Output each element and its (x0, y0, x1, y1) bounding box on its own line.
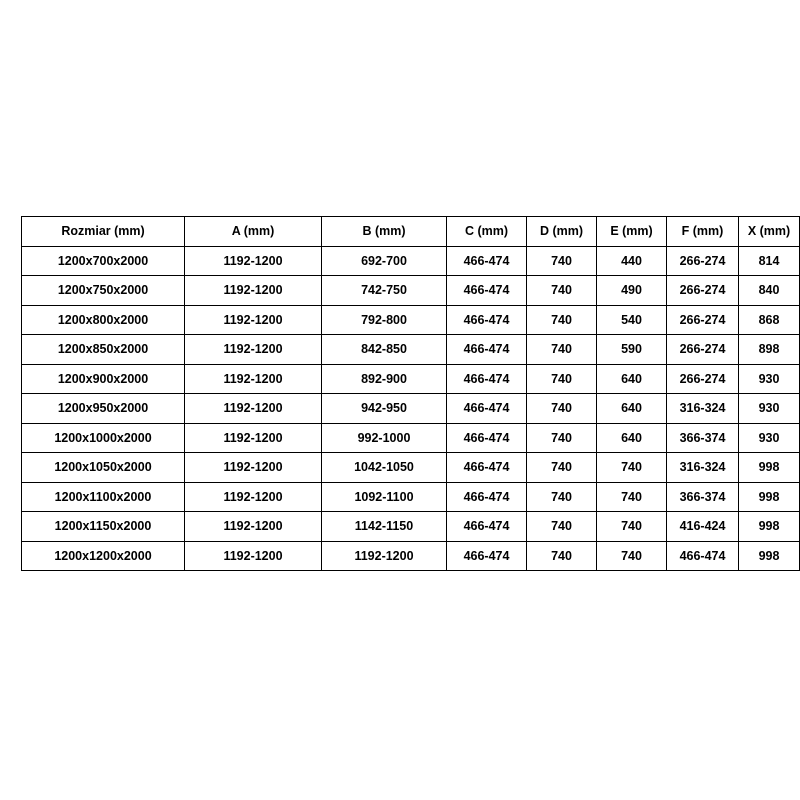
cell-c: 466-474 (447, 512, 527, 542)
cell-f: 416-424 (667, 512, 739, 542)
cell-a: 1192-1200 (185, 541, 322, 571)
table-row (22, 394, 800, 424)
cell-e: 740 (597, 453, 667, 483)
table-row (22, 335, 800, 365)
cell-size: 1200x700x2000 (22, 246, 185, 276)
cell-e: 740 (597, 482, 667, 512)
cell-x: 998 (739, 512, 800, 542)
cell-c: 466-474 (447, 482, 527, 512)
cell-f: 316-324 (667, 453, 739, 483)
cell-size: 1200x1200x2000 (22, 541, 185, 571)
cell-d: 740 (527, 305, 597, 335)
table-row (22, 246, 800, 276)
cell-b: 742-750 (322, 276, 447, 306)
column-header-rozmiar: Rozmiar (mm) (22, 217, 185, 247)
table-row (22, 482, 800, 512)
cell-e: 740 (597, 541, 667, 571)
cell-c: 466-474 (447, 394, 527, 424)
cell-a: 1192-1200 (185, 246, 322, 276)
cell-d: 740 (527, 482, 597, 512)
cell-a: 1192-1200 (185, 364, 322, 394)
cell-a: 1192-1200 (185, 305, 322, 335)
cell-e: 490 (597, 276, 667, 306)
cell-e: 590 (597, 335, 667, 365)
table-body (22, 246, 800, 571)
cell-size: 1200x1100x2000 (22, 482, 185, 512)
cell-d: 740 (527, 276, 597, 306)
cell-e: 540 (597, 305, 667, 335)
cell-x: 868 (739, 305, 800, 335)
cell-b: 842-850 (322, 335, 447, 365)
cell-size: 1200x1150x2000 (22, 512, 185, 542)
cell-b: 1192-1200 (322, 541, 447, 571)
cell-size: 1200x800x2000 (22, 305, 185, 335)
cell-d: 740 (527, 541, 597, 571)
table-header (22, 217, 800, 247)
cell-e: 440 (597, 246, 667, 276)
cell-d: 740 (527, 423, 597, 453)
cell-d: 740 (527, 512, 597, 542)
cell-size: 1200x950x2000 (22, 394, 185, 424)
table-row (22, 276, 800, 306)
cell-f: 366-374 (667, 482, 739, 512)
cell-size: 1200x750x2000 (22, 276, 185, 306)
cell-a: 1192-1200 (185, 394, 322, 424)
cell-e: 640 (597, 423, 667, 453)
cell-size: 1200x1050x2000 (22, 453, 185, 483)
cell-b: 892-900 (322, 364, 447, 394)
column-header-e: E (mm) (597, 217, 667, 247)
cell-f: 266-274 (667, 305, 739, 335)
cell-f: 366-374 (667, 423, 739, 453)
cell-x: 898 (739, 335, 800, 365)
cell-x: 840 (739, 276, 800, 306)
cell-size: 1200x900x2000 (22, 364, 185, 394)
cell-a: 1192-1200 (185, 335, 322, 365)
column-header-x: X (mm) (739, 217, 800, 247)
cell-d: 740 (527, 394, 597, 424)
cell-size: 1200x850x2000 (22, 335, 185, 365)
cell-e: 640 (597, 364, 667, 394)
cell-b: 942-950 (322, 394, 447, 424)
cell-f: 266-274 (667, 276, 739, 306)
cell-f: 316-324 (667, 394, 739, 424)
column-header-d: D (mm) (527, 217, 597, 247)
cell-size: 1200x1000x2000 (22, 423, 185, 453)
cell-b: 992-1000 (322, 423, 447, 453)
dimensions-table (21, 216, 800, 571)
column-header-b: B (mm) (322, 217, 447, 247)
table-row (22, 423, 800, 453)
cell-c: 466-474 (447, 335, 527, 365)
cell-c: 466-474 (447, 541, 527, 571)
table-header-row (22, 217, 800, 247)
table-row (22, 305, 800, 335)
cell-x: 998 (739, 453, 800, 483)
table-row (22, 541, 800, 571)
cell-b: 1092-1100 (322, 482, 447, 512)
cell-c: 466-474 (447, 364, 527, 394)
cell-c: 466-474 (447, 276, 527, 306)
cell-f: 266-274 (667, 364, 739, 394)
cell-c: 466-474 (447, 246, 527, 276)
cell-e: 640 (597, 394, 667, 424)
cell-a: 1192-1200 (185, 482, 322, 512)
cell-d: 740 (527, 335, 597, 365)
cell-a: 1192-1200 (185, 453, 322, 483)
cell-c: 466-474 (447, 453, 527, 483)
cell-x: 998 (739, 541, 800, 571)
column-header-c: C (mm) (447, 217, 527, 247)
cell-a: 1192-1200 (185, 423, 322, 453)
cell-f: 266-274 (667, 246, 739, 276)
cell-c: 466-474 (447, 305, 527, 335)
table-row (22, 364, 800, 394)
cell-b: 792-800 (322, 305, 447, 335)
cell-x: 930 (739, 423, 800, 453)
column-header-f: F (mm) (667, 217, 739, 247)
cell-b: 692-700 (322, 246, 447, 276)
cell-d: 740 (527, 246, 597, 276)
dimensions-table-container (21, 216, 791, 571)
cell-c: 466-474 (447, 423, 527, 453)
table-row (22, 453, 800, 483)
column-header-a: A (mm) (185, 217, 322, 247)
cell-x: 814 (739, 246, 800, 276)
cell-f: 266-274 (667, 335, 739, 365)
cell-d: 740 (527, 453, 597, 483)
cell-e: 740 (597, 512, 667, 542)
cell-a: 1192-1200 (185, 276, 322, 306)
table-row (22, 512, 800, 542)
cell-b: 1042-1050 (322, 453, 447, 483)
cell-d: 740 (527, 364, 597, 394)
cell-x: 930 (739, 364, 800, 394)
cell-x: 930 (739, 394, 800, 424)
cell-a: 1192-1200 (185, 512, 322, 542)
cell-x: 998 (739, 482, 800, 512)
cell-f: 466-474 (667, 541, 739, 571)
cell-b: 1142-1150 (322, 512, 447, 542)
